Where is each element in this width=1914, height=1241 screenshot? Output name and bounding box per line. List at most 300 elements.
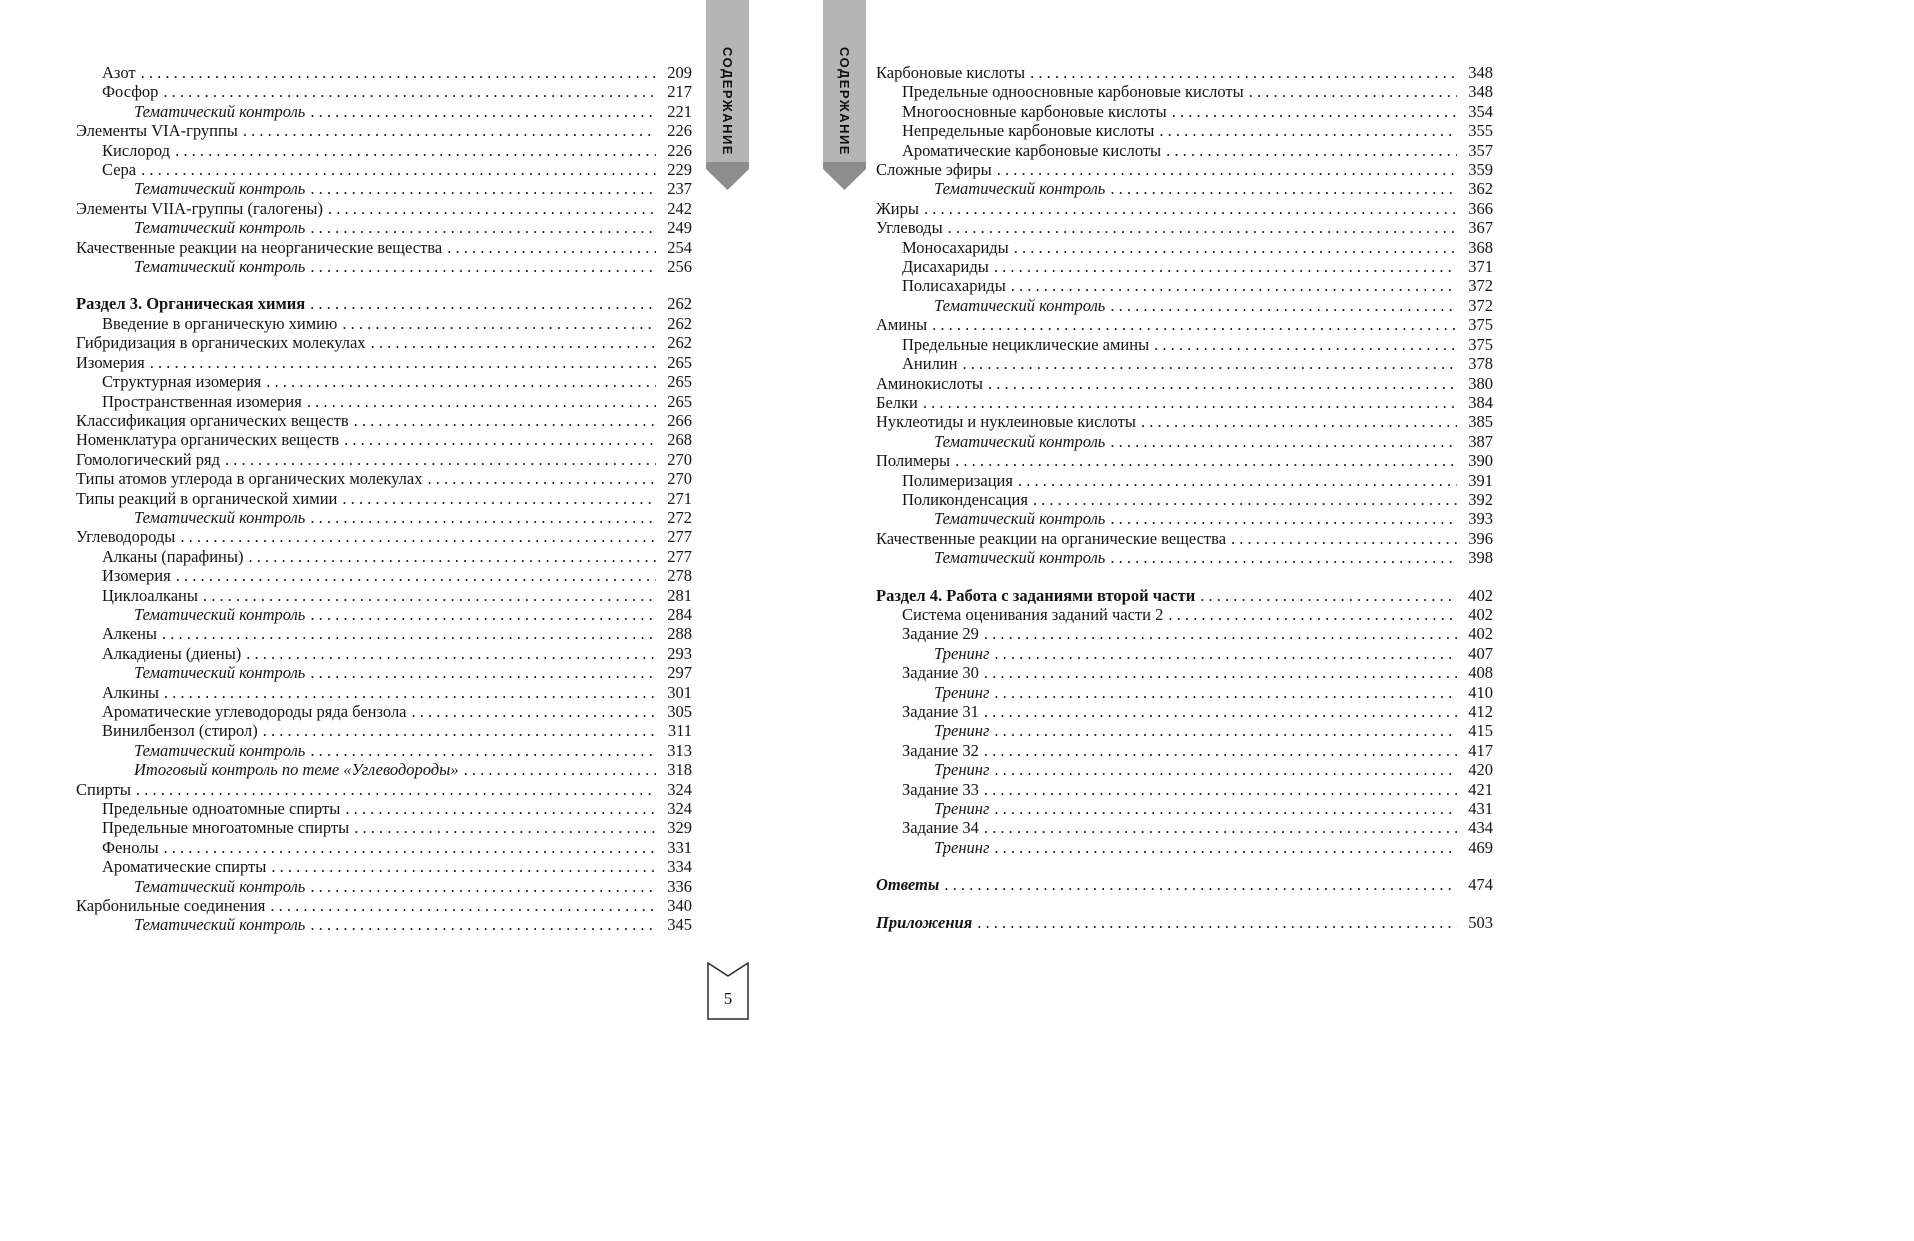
- toc-entry-page: 272: [667, 507, 692, 527]
- toc-entry-title: Алкены: [102, 624, 157, 644]
- toc-entry-title: Гомологический ряд: [76, 449, 220, 469]
- toc-entry-title: Спирты: [76, 779, 131, 799]
- contents-ribbon-right: [823, 0, 866, 162]
- toc-entry: [76, 799, 692, 818]
- toc-entry-page: 391: [1468, 470, 1493, 490]
- toc-entry-page: 375: [1468, 334, 1493, 354]
- toc-entry: [876, 121, 1493, 140]
- dot-leader: [984, 741, 1457, 760]
- dot-leader: [310, 257, 656, 276]
- toc-entry: [76, 818, 692, 837]
- ribbon-tail-icon: [823, 162, 866, 190]
- toc-entry-title: Многоосновные карбоновые кислоты: [902, 101, 1167, 121]
- toc-entry-page: 402: [1468, 624, 1493, 644]
- toc-entry: [76, 566, 692, 585]
- toc-entry-title: Ароматические карбоновые кислоты: [902, 140, 1162, 160]
- toc-entry-title: Тренинг: [934, 682, 990, 702]
- dot-leader: [310, 605, 656, 624]
- toc-entry-page: 359: [1468, 160, 1493, 180]
- toc-entry-title: Тематический контроль: [934, 179, 1106, 199]
- toc-entry-title: Карбоновые кислоты: [876, 63, 1026, 82]
- toc-entry-title: Амины: [876, 315, 928, 335]
- toc-entry-page: 362: [1468, 179, 1493, 199]
- toc-entry: [76, 683, 692, 702]
- toc-entry-page: 277: [667, 527, 692, 547]
- toc-entry-title: Тренинг: [934, 837, 990, 857]
- toc-entry: [76, 702, 692, 721]
- toc-entry: [76, 353, 692, 372]
- toc-entry-page: 357: [1468, 140, 1493, 160]
- toc-entry-title: Полимеризация: [902, 470, 1013, 490]
- toc-entry-title: Жиры: [876, 198, 919, 218]
- toc-entry-title: Алканы (парафины): [102, 546, 244, 566]
- dot-leader: [464, 760, 656, 779]
- toc-entry-title: Раздел 3. Органическая химия: [76, 294, 306, 314]
- toc-entry-title: Тематический контроль: [134, 604, 306, 624]
- toc-entry-page: 324: [667, 779, 692, 799]
- dot-leader: [141, 63, 656, 82]
- bookmark-shape-icon: [707, 962, 749, 1020]
- toc-entry: [76, 121, 692, 140]
- dot-leader: [271, 857, 656, 876]
- dot-leader: [994, 799, 1457, 818]
- toc-entry: [76, 663, 692, 682]
- toc-entry-page: 340: [667, 896, 692, 916]
- toc-entry: [76, 896, 692, 915]
- toc-entry: [76, 160, 692, 179]
- toc-entry-title: Тематический контроль: [934, 431, 1106, 451]
- toc-entry: [876, 644, 1493, 663]
- dot-leader: [354, 818, 656, 837]
- toc-entry: [76, 199, 692, 218]
- toc-entry-page: 265: [667, 391, 692, 411]
- toc-entry-title: Предельные одноосновные карбоновые кислоты: [902, 82, 1244, 102]
- toc-entry-page: 262: [667, 313, 692, 333]
- toc-entry-title: Гибридизация в органических молекулах: [76, 333, 366, 353]
- toc-entry-title: Тематический контроль: [134, 663, 306, 683]
- toc-entry-title: Сложные эфиры: [876, 160, 992, 180]
- toc-entry-page: 324: [667, 799, 692, 819]
- toc-entry-title: Задание 32: [902, 740, 979, 760]
- toc-entry-page: 402: [1468, 604, 1493, 624]
- dot-leader: [1033, 490, 1457, 509]
- toc-entry-title: Тренинг: [934, 760, 990, 780]
- dot-leader: [1154, 335, 1457, 354]
- toc-entry-page: 368: [1468, 237, 1493, 257]
- toc-entry: [876, 451, 1493, 470]
- dot-leader: [307, 392, 656, 411]
- dot-leader: [310, 218, 656, 237]
- toc-entry: [76, 238, 692, 257]
- dot-leader: [310, 663, 656, 682]
- toc-entry: [876, 875, 1493, 894]
- dot-leader: [1110, 432, 1457, 451]
- toc-entry: [76, 450, 692, 469]
- toc-entry-title: Азот: [102, 63, 136, 82]
- toc-entry-page: 278: [667, 566, 692, 586]
- dot-leader: [310, 508, 656, 527]
- toc-entry: [876, 683, 1493, 702]
- toc-entry: [76, 741, 692, 760]
- toc-entry: [876, 296, 1493, 315]
- toc-entry-page: 265: [667, 372, 692, 392]
- toc-entry: [876, 548, 1493, 567]
- dot-leader: [932, 315, 1457, 334]
- dot-leader: [1166, 141, 1457, 160]
- toc-entry-page: 345: [667, 915, 692, 935]
- toc-entry: [76, 179, 692, 198]
- toc-entry-title: Задание 30: [902, 663, 979, 683]
- toc-entry: [876, 799, 1493, 818]
- toc-entry-title: Задание 33: [902, 779, 979, 799]
- toc-entry-title: Система оценивания заданий части 2: [902, 604, 1164, 624]
- toc-entry: [876, 218, 1493, 237]
- toc-entry: [876, 432, 1493, 451]
- toc-entry-title: Тематический контроль: [134, 876, 306, 896]
- toc-entry-page: 221: [667, 101, 692, 121]
- toc-entry: [876, 663, 1493, 682]
- toc-entry-page: 249: [667, 218, 692, 238]
- dot-leader: [1110, 548, 1457, 567]
- dot-leader: [136, 780, 656, 799]
- toc-entry-page: 288: [667, 624, 692, 644]
- toc-entry: [876, 509, 1493, 528]
- toc-entry: [76, 333, 692, 352]
- toc-entry: [876, 818, 1493, 837]
- toc-entry-title: Белки: [876, 392, 918, 412]
- toc-entry-page: 410: [1468, 682, 1493, 702]
- toc-entry-title: Типы реакций в органической химии: [76, 488, 338, 508]
- dot-leader: [310, 102, 656, 121]
- toc-entry: [76, 489, 692, 508]
- toc-entry: [76, 411, 692, 430]
- toc-entry: [876, 276, 1493, 295]
- toc-entry: [76, 721, 692, 740]
- dot-leader: [263, 721, 656, 740]
- toc-entry-title: Элементы VIIA-группы (галогены): [76, 198, 323, 218]
- dot-leader: [984, 818, 1457, 837]
- toc-entry: [76, 82, 692, 101]
- toc-entry: [876, 179, 1493, 198]
- dot-leader: [354, 411, 656, 430]
- toc-entry-page: 265: [667, 352, 692, 372]
- toc-entry: [76, 314, 692, 333]
- toc-entry: [76, 547, 692, 566]
- toc-entry-title: Фосфор: [102, 82, 159, 102]
- toc-entry-page: 407: [1468, 643, 1493, 663]
- toc-entry-page: 408: [1468, 663, 1493, 683]
- toc-entry-page: 270: [667, 469, 692, 489]
- toc-entry: [76, 857, 692, 876]
- toc-entry-page: 348: [1468, 82, 1493, 102]
- toc-entry: [876, 354, 1493, 373]
- toc-entry: [76, 141, 692, 160]
- dot-leader: [997, 160, 1457, 179]
- dot-leader: [984, 624, 1457, 643]
- toc-entry: [76, 527, 692, 546]
- dot-leader: [1110, 179, 1457, 198]
- dot-leader: [175, 141, 656, 160]
- toc-entry-page: 366: [1468, 198, 1493, 218]
- toc-entry: [876, 335, 1493, 354]
- toc-entry-title: Тематический контроль: [134, 257, 306, 277]
- dot-leader: [977, 913, 1457, 932]
- toc-entry-title: Тематический контроль: [134, 507, 306, 527]
- toc-entry: [76, 877, 692, 896]
- toc-entry: [76, 508, 692, 527]
- toc-entry-page: 474: [1468, 875, 1493, 895]
- dot-leader: [1011, 276, 1457, 295]
- toc-entry-page: 398: [1468, 548, 1493, 568]
- toc-entry-title: Качественные реакции на неорганические вещества: [76, 237, 443, 257]
- dot-leader: [225, 450, 656, 469]
- dot-leader: [345, 799, 656, 818]
- toc-entry: [876, 374, 1493, 393]
- toc-entry-page: 412: [1468, 702, 1493, 721]
- dot-leader: [948, 218, 1457, 237]
- toc-entry-title: Алкины: [102, 682, 159, 702]
- dot-leader: [984, 663, 1457, 682]
- toc-entry-page: 372: [1468, 276, 1493, 296]
- dot-leader: [342, 489, 656, 508]
- toc-entry-title: Номенклатура органических веществ: [76, 430, 340, 450]
- dot-leader: [203, 586, 656, 605]
- toc-entry-page: 281: [667, 585, 692, 605]
- toc-entry-title: Раздел 4. Работа с заданиями второй части: [876, 585, 1196, 605]
- dot-leader: [984, 780, 1457, 799]
- toc-entry: [876, 702, 1493, 721]
- toc-entry-page: 254: [667, 237, 692, 257]
- toc-entry-page: 354: [1468, 101, 1493, 121]
- dot-leader: [1231, 529, 1457, 548]
- toc-entry-title: Тематический контроль: [934, 295, 1106, 315]
- toc-entry: [876, 780, 1493, 799]
- toc-entry-title: Тематический контроль: [134, 101, 306, 121]
- toc-entry-page: 262: [667, 294, 692, 314]
- toc-entry: [76, 780, 692, 799]
- dot-leader: [427, 469, 656, 488]
- toc-entry: [876, 141, 1493, 160]
- ribbon-tail-icon: [706, 162, 749, 190]
- dot-leader: [164, 838, 656, 857]
- toc-entry: [876, 412, 1493, 431]
- dot-leader: [984, 702, 1457, 721]
- dot-leader: [994, 257, 1457, 276]
- toc-entry-title: Тематический контроль: [134, 218, 306, 238]
- dot-leader: [994, 683, 1457, 702]
- toc-entry-title: Тренинг: [934, 721, 990, 741]
- dot-leader: [243, 121, 656, 140]
- toc-column-right: [876, 63, 1493, 932]
- dot-leader: [1014, 238, 1457, 257]
- toc-entry-page: 421: [1468, 779, 1493, 799]
- toc-entry-page: 355: [1468, 121, 1493, 141]
- toc-entry-page: 313: [667, 740, 692, 760]
- toc-entry-title: Элементы VIA-группы: [76, 121, 238, 141]
- toc-entry: [76, 624, 692, 643]
- toc-entry: [76, 218, 692, 237]
- toc-entry-page: 385: [1468, 412, 1493, 432]
- toc-entry-page: 209: [667, 63, 692, 82]
- toc-entry: [876, 393, 1493, 412]
- toc-entry-title: Качественные реакции на органические вещества: [876, 528, 1227, 548]
- page-number-tag: [707, 962, 749, 1020]
- toc-entry-title: Тематический контроль: [934, 548, 1106, 568]
- toc-entry-title: Аминокислоты: [876, 373, 984, 393]
- toc-entry: [876, 490, 1493, 509]
- dot-leader: [310, 294, 656, 313]
- toc-entry-page: 378: [1468, 354, 1493, 374]
- toc-entry-title: Классификация органических веществ: [76, 410, 349, 430]
- dot-leader: [344, 430, 656, 449]
- toc-entry-page: 402: [1468, 585, 1493, 605]
- toc-entry-title: Фенолы: [102, 837, 159, 857]
- toc-entry: [876, 102, 1493, 121]
- toc-entry-title: Типы атомов углерода в органических молекулах: [76, 469, 423, 489]
- toc-entry-page: 277: [667, 546, 692, 566]
- dot-leader: [150, 353, 656, 372]
- toc-entry: [876, 741, 1493, 760]
- toc-entry-page: 469: [1468, 837, 1493, 857]
- toc-entry-page: 329: [667, 818, 692, 838]
- toc-entry-title: Ответы: [876, 875, 940, 895]
- toc-entry-page: 242: [667, 198, 692, 218]
- dot-leader: [163, 82, 656, 101]
- toc-entry: [76, 469, 692, 488]
- toc-entry: [76, 430, 692, 449]
- dot-leader: [955, 451, 1457, 470]
- toc-entry-page: 390: [1468, 451, 1493, 471]
- dot-leader: [1030, 63, 1457, 82]
- dot-leader: [176, 566, 656, 585]
- dot-leader: [270, 896, 656, 915]
- toc-entry-page: 217: [667, 82, 692, 102]
- toc-entry-title: Введение в органическую химию: [102, 313, 338, 333]
- dot-leader: [164, 683, 656, 702]
- toc-entry-page: 305: [667, 702, 692, 721]
- toc-entry-page: 293: [667, 643, 692, 663]
- dot-leader: [1249, 82, 1457, 101]
- toc-entry-title: Ароматические спирты: [102, 857, 267, 877]
- dot-leader: [310, 915, 656, 934]
- toc-entry-page: 392: [1468, 489, 1493, 509]
- dot-leader: [141, 160, 656, 179]
- toc-entry-page: 256: [667, 257, 692, 277]
- dot-leader: [180, 527, 656, 546]
- toc-entry-page: 503: [1468, 912, 1493, 932]
- toc-entry-title: Непредельные карбоновые кислоты: [902, 121, 1155, 141]
- toc-entry-page: 420: [1468, 760, 1493, 780]
- dot-leader: [162, 624, 656, 643]
- toc-entry: [876, 721, 1493, 740]
- toc-entry: [876, 586, 1493, 605]
- toc-entry-page: 331: [667, 837, 692, 857]
- toc-entry-title: Углеводороды: [76, 527, 176, 547]
- dot-leader: [994, 721, 1457, 740]
- toc-entry-title: Итоговый контроль по теме «Углеводороды»: [134, 760, 459, 780]
- toc-entry-title: Тематический контроль: [134, 740, 306, 760]
- toc-entry-title: Кислород: [102, 140, 171, 160]
- toc-entry-page: 311: [667, 721, 692, 741]
- toc-entry-title: Анилин: [902, 354, 958, 374]
- toc-entry-title: Винилбензол (стирол): [102, 721, 258, 741]
- toc-entry: [876, 257, 1493, 276]
- toc-entry-title: Предельные нециклические амины: [902, 334, 1150, 354]
- toc-entry: [876, 529, 1493, 548]
- toc-entry: [876, 82, 1493, 101]
- toc-entry: [876, 160, 1493, 179]
- dot-leader: [342, 314, 656, 333]
- toc-entry-title: Нуклеотиды и нуклеиновые кислоты: [876, 412, 1136, 432]
- toc-entry-page: 226: [667, 140, 692, 160]
- toc-entry: [876, 315, 1493, 334]
- toc-entry: [76, 372, 692, 391]
- toc-entry-title: Тематический контроль: [934, 509, 1106, 529]
- dot-leader: [248, 547, 656, 566]
- toc-entry: [876, 760, 1493, 779]
- toc-entry: [876, 238, 1493, 257]
- toc-entry-title: Задание 29: [902, 624, 979, 644]
- toc-entry-page: 348: [1468, 63, 1493, 82]
- toc-entry: [876, 605, 1493, 624]
- toc-column-left: [76, 63, 692, 935]
- toc-entry-title: Предельные многоатомные спирты: [102, 818, 350, 838]
- toc-entry-title: Структурная изомерия: [102, 372, 262, 392]
- dot-leader: [328, 199, 656, 218]
- dot-leader: [962, 354, 1457, 373]
- toc-entry-page: 336: [667, 876, 692, 896]
- toc-entry-title: Задание 34: [902, 818, 979, 838]
- toc-entry-page: 301: [667, 682, 692, 702]
- toc-entry: [76, 605, 692, 624]
- dot-leader: [310, 741, 656, 760]
- dot-leader: [310, 179, 656, 198]
- toc-entry-title: Циклоалканы: [102, 585, 198, 605]
- toc-entry-page: 387: [1468, 431, 1493, 451]
- dot-leader: [944, 875, 1457, 894]
- toc-entry-title: Дисахариды: [902, 257, 989, 277]
- toc-entry-title: Полимеры: [876, 451, 951, 471]
- toc-entry: [76, 644, 692, 663]
- toc-entry-page: 262: [667, 333, 692, 353]
- toc-entry-page: 318: [667, 760, 692, 780]
- toc-entry-title: Алкадиены (диены): [102, 643, 242, 663]
- toc-entry: [76, 586, 692, 605]
- dot-leader: [1159, 121, 1457, 140]
- toc-entry-title: Полисахариды: [902, 276, 1006, 296]
- toc-entry-title: Моносахариды: [902, 237, 1009, 257]
- toc-entry-page: 297: [667, 663, 692, 683]
- toc-entry: [876, 838, 1493, 857]
- toc-entry-page: 431: [1468, 799, 1493, 819]
- dot-leader: [412, 702, 656, 721]
- dot-leader: [994, 838, 1457, 857]
- toc-entry-page: 284: [667, 604, 692, 624]
- toc-entry: [76, 294, 692, 313]
- toc-entry-page: 268: [667, 430, 692, 450]
- toc-entry: [76, 257, 692, 276]
- toc-entry-title: Ароматические углеводороды ряда бензола: [102, 702, 407, 721]
- toc-entry: [876, 63, 1493, 82]
- toc-entry-title: Предельные одноатомные спирты: [102, 799, 341, 819]
- dot-leader: [924, 199, 1457, 218]
- toc-entry-title: Сера: [102, 160, 137, 180]
- toc-entry: [76, 102, 692, 121]
- dot-leader: [447, 238, 656, 257]
- contents-ribbon-left: [706, 0, 749, 162]
- toc-entry: [76, 392, 692, 411]
- dot-leader: [988, 374, 1457, 393]
